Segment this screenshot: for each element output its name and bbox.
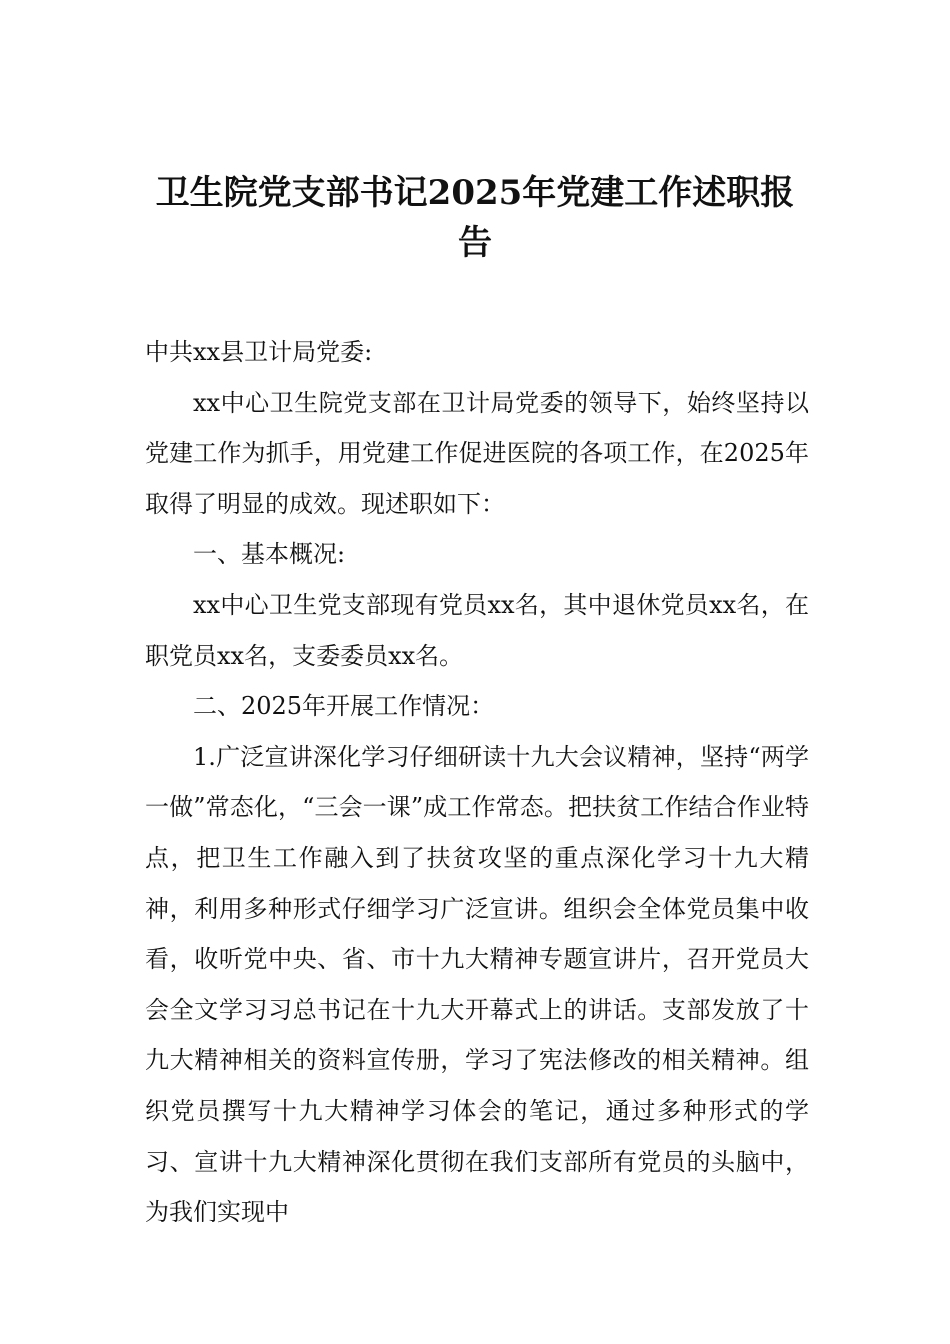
section-heading-overview: 一、基本概况: (193, 540, 346, 569)
salutation: 中共xx县卫计局党委: (145, 338, 373, 366)
paragraph-work-1: 1.广泛宣讲深化学习仔细研读十九大会议精神，坚持“两学一做”常态化，“三会一课”成工作常态。把扶贫工作结合作业特点，把卫生工作融入到了扶贫攻坚的重点深化学习十九大精神，利用多种形式仔细学习广泛宣讲。组织会全体党员集中收看，收听党中央、省、市十九大精神专题宣讲片，召开党员大会全文学习习总书记在十九大开幕式上的讲话。支部发放了十九大精神相关的资料宣传册，学习了宪法修改的相关精神。组织党员撰写十九大精神学习体会的笔记，通过多种形式的学习、宣讲十九大精神深化贯彻在我们支部所有党员的头脑中，为我们实现中 (145, 742, 809, 1227)
section-heading-work: 二、2025年开展工作情况： (193, 692, 495, 721)
document-title: 卫生院党支部书记2025年党建工作述职报告 (155, 173, 795, 263)
document-body (145, 327, 809, 1238)
paragraph-intro: xx中心卫生院党支部在卫计局党委的领导下，始终坚持以党建工作为抓手，用党建工作促进医院的各项工作，在2025年取得了明显的成效。现述职如下： (145, 388, 809, 518)
paragraph-overview: xx中心卫生党支部现有党员xx名，其中退休党员xx名，在职党员xx名，支委委员xx名。 (145, 590, 809, 670)
